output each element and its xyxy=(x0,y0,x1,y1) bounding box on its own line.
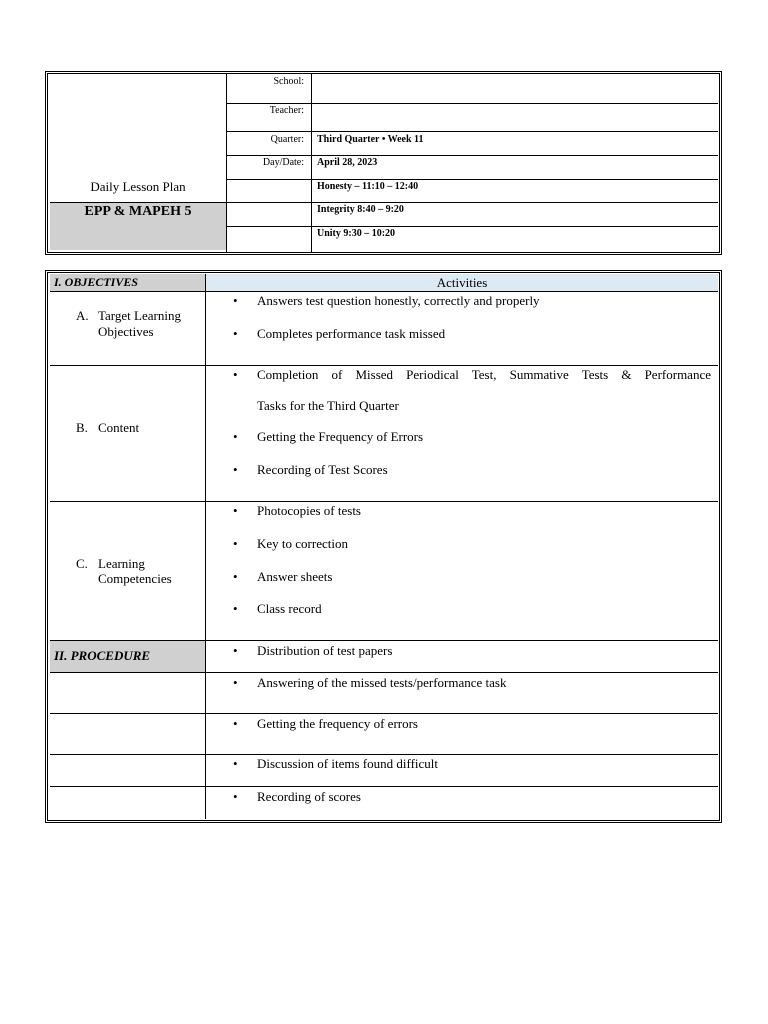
section-c-label: Learning xyxy=(98,556,145,571)
objectives-heading: I. OBJECTIVES xyxy=(54,275,139,289)
list-item: • Completion of Missed Periodical Test, Summative Tests & Performance xyxy=(233,367,711,382)
procedure-item: • Distribution of test papers xyxy=(233,643,393,658)
procedure-heading: II. PROCEDURE xyxy=(54,648,151,663)
list-item: • Answers test question honestly, correctly and properly xyxy=(233,293,540,308)
activities-heading: Activities xyxy=(436,275,488,290)
section-a-label-2: Objectives xyxy=(98,324,154,339)
list-item: • Answer sheets xyxy=(233,569,333,584)
date-value: April 28, 2023 xyxy=(317,157,378,168)
date-label: Day/Date: xyxy=(262,157,304,168)
list-item: • Getting the Frequency of Errors xyxy=(233,429,424,444)
procedure-item: • Getting the frequency of errors xyxy=(233,716,418,731)
list-item: • Class record xyxy=(233,601,322,616)
quarter-value: Third Quarter • Week 11 xyxy=(317,134,424,145)
section-c-label-2: Competencies xyxy=(98,571,172,586)
schedule-integrity: Integrity 8:40 – 9:20 xyxy=(317,204,404,215)
page-title: Daily Lesson Plan xyxy=(90,179,186,194)
list-item: • Photocopies of tests xyxy=(233,503,361,518)
list-item: • Recording of Test Scores xyxy=(233,462,388,477)
schedule-unity: Unity 9:30 – 10:20 xyxy=(317,228,396,239)
section-a-letter: A. xyxy=(76,308,89,323)
subject-title: EPP & MAPEH 5 xyxy=(84,204,192,219)
list-item: • Key to correction xyxy=(233,536,348,551)
school-label: School: xyxy=(273,76,304,87)
section-b-letter: B. xyxy=(76,420,88,435)
quarter-label: Quarter: xyxy=(270,134,304,145)
procedure-item: • Discussion of items found difficult xyxy=(233,756,439,771)
list-item-continued: Tasks for the Third Quarter xyxy=(257,398,399,413)
list-item: • Completes performance task missed xyxy=(233,326,446,341)
procedure-item: • Recording of scores xyxy=(233,789,361,804)
section-b-label: Content xyxy=(98,420,140,435)
main-table xyxy=(45,270,722,823)
section-c-letter: C. xyxy=(76,556,88,571)
procedure-item: • Answering of the missed tests/performance task xyxy=(233,675,507,690)
section-a-label: Target Learning xyxy=(98,308,181,323)
teacher-label: Teacher: xyxy=(269,105,304,116)
schedule-honesty: Honesty – 11:10 – 12:40 xyxy=(317,181,419,192)
